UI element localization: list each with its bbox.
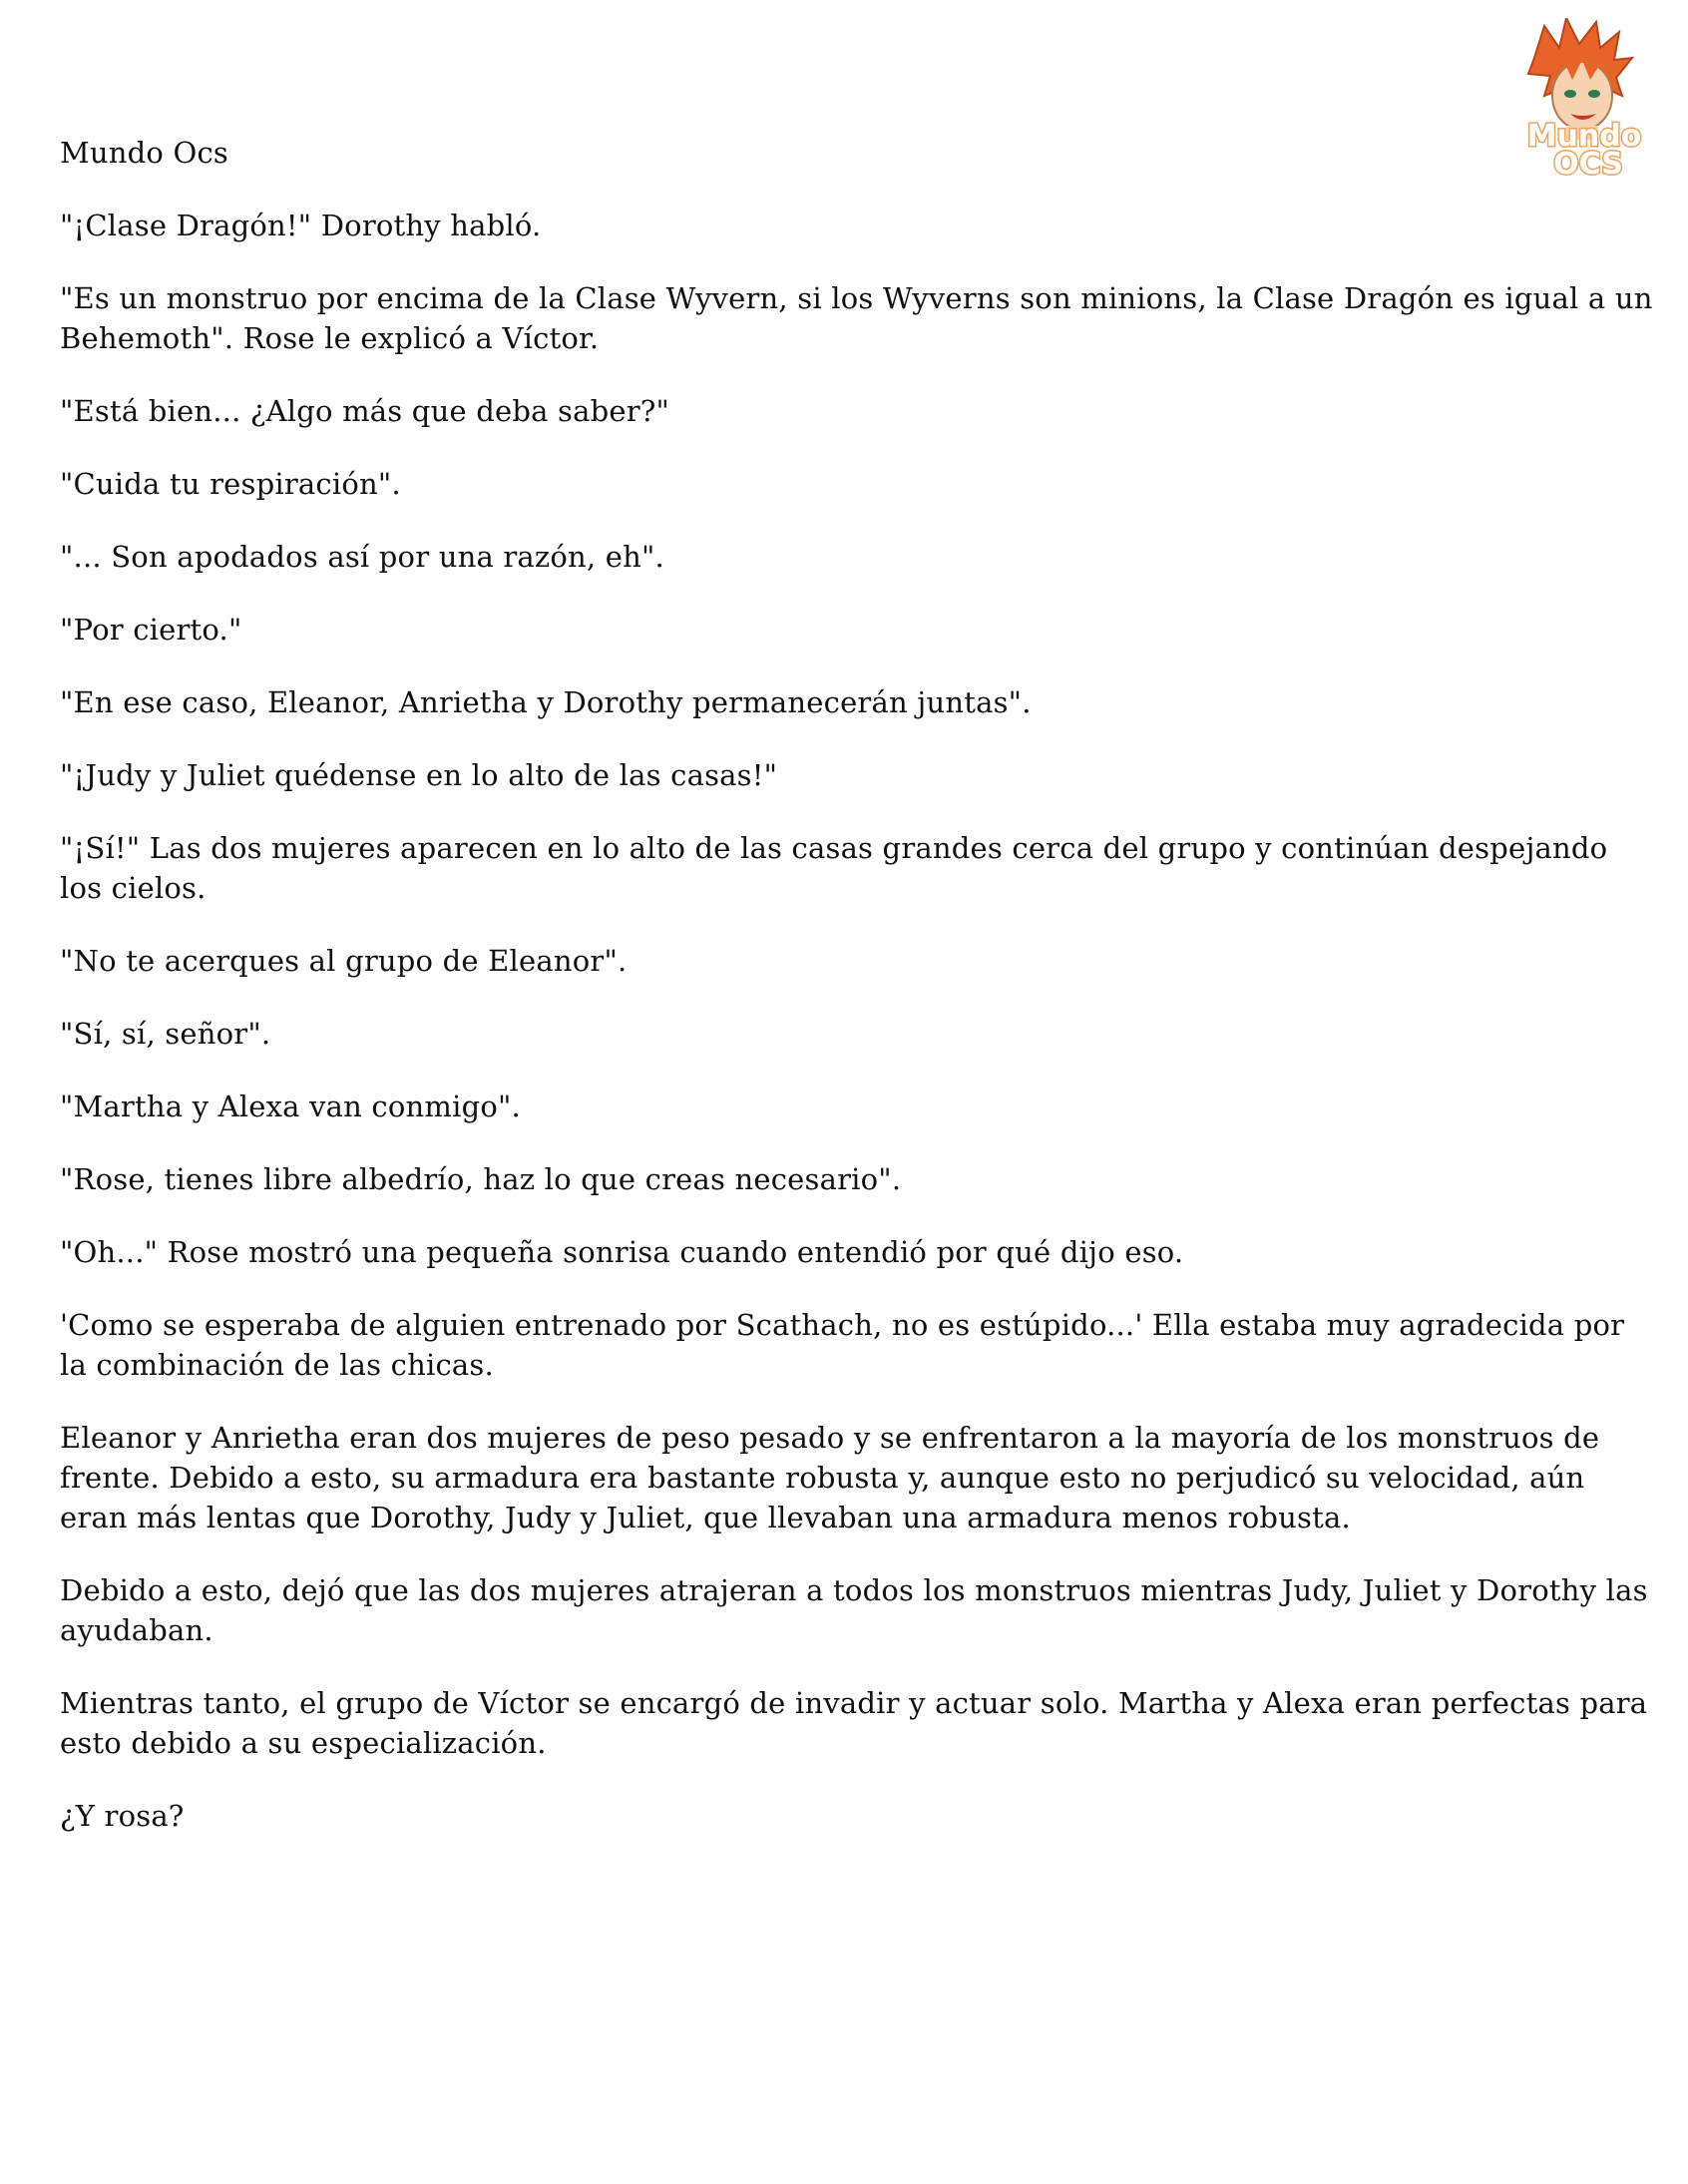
paragraph: 'Como se esperaba de alguien entrenado por Scathach, no es estúpido...' Ella estaba muy agradecida por la combinación de las chicas. [60, 1308, 1625, 1382]
paragraph: Debido a esto, dejó que las dos mujeres atrajeran a todos los monstruos mientras Judy, Juliet y Dorothy las ayudaban. [60, 1573, 1648, 1647]
paragraph: "En ese caso, Eleanor, Anrietha y Dorothy permanecerán juntas". [60, 685, 1032, 719]
logo-text-line2: OCS [1553, 147, 1623, 178]
paragraph: "Cuida tu respiración". [60, 467, 401, 501]
document-body [60, 133, 1656, 1869]
paragraph: "Rose, tienes libre albedrío, haz lo que creas necesario". [60, 1162, 902, 1196]
paragraph: "¡Judy y Juliet quédense en lo alto de las casas!" [60, 758, 778, 792]
paragraph: "Es un monstruo por encima de la Clase Wyvern, si los Wyverns son minions, la Clase Dragón es igual a un Behemoth". Rose le explicó a Víctor. [60, 281, 1653, 355]
paragraph: "¡Clase Dragón!" Dorothy habló. [60, 209, 542, 242]
paragraph: "Está bien... ¿Algo más que deba saber?" [60, 394, 670, 428]
paragraph: "No te acerques al grupo de Eleanor". [60, 944, 628, 978]
paragraph: "Sí, sí, señor". [60, 1017, 271, 1051]
document-header-text: Mundo Ocs [60, 136, 228, 170]
paragraph: Eleanor y Anrietha eran dos mujeres de peso pesado y se enfrentaron a la mayoría de los monstruos de frente. Debido a esto, su armadura era bastante robusta y, aunque esto no perjudicó su velocidad, aún eran más lentas que Dorothy, Judy y Juliet, que llevaban una armadura menos robusta. [60, 1421, 1600, 1534]
paragraph: ¿Y rosa? [60, 1799, 185, 1833]
paragraph: "Por cierto." [60, 613, 242, 647]
paragraph: Mientras tanto, el grupo de Víctor se encargó de invadir y actuar solo. Martha y Alexa eran perfectas para esto debido a su especialización. [60, 1686, 1648, 1760]
paragraph: "Oh..." Rose mostró una pequeña sonrisa cuando entendió por qué dijo eso. [60, 1235, 1184, 1269]
paragraph: "... Son apodados así por una razón, eh". [60, 540, 664, 574]
logo-text-line1: Mundo [1526, 119, 1642, 154]
paragraph: "¡Sí!" Las dos mujeres aparecen en lo alto de las casas grandes cerca del grupo y continúan despejando los cielos. [60, 831, 1608, 905]
paragraph: "Martha y Alexa van conmigo". [60, 1090, 521, 1123]
